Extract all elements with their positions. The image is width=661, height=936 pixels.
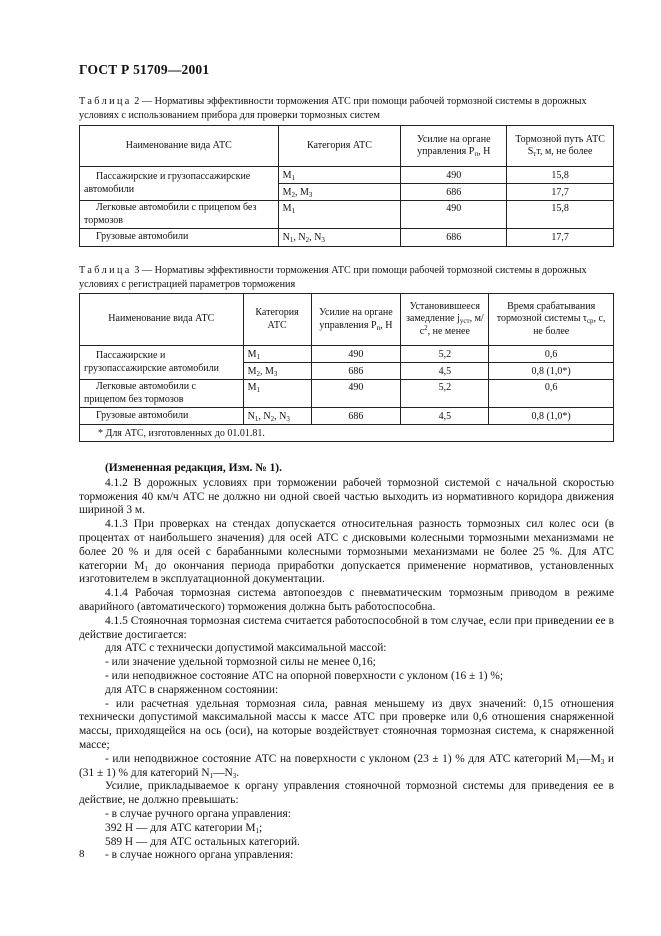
list-line: - в случае ножного органа управления:: [105, 849, 294, 862]
edition-note: (Измененная редакция, Изм. № 1).: [105, 462, 282, 474]
list-line: 392 Н — для АТС категории $M_1$;: [105, 821, 263, 835]
clause-4-1-4: 4.1.4 Рабочая тормозная система автопоездов с пневматическим тормозным приводом в режиме аварийного (автоматического) торможения должна быть работоспособна.: [79, 587, 614, 613]
table3-header-decel: Установившееся замедление $j_{уст}$, $м/с^2$, не менее: [401, 294, 489, 346]
table-row: [80, 167, 614, 184]
table2-header-category: Категория АТС: [278, 126, 401, 167]
table2-header-name: Наименование вида АТС: [80, 126, 279, 167]
table3-row1-cat-a: $M_1$: [243, 346, 311, 363]
table3-row1-decel-b: 4,5: [401, 363, 489, 380]
table2-header-row: [80, 126, 614, 167]
list-line: - в случае ручного органа управления:: [105, 807, 291, 820]
table3-row2-force: 490: [311, 380, 401, 408]
clause-4-1-5: 4.1.5 Стояночная тормозная система считается работоспособной в том случае, если при приведении ее в действие достигается:: [79, 614, 614, 641]
clause-4-1-3: 4.1.3 При проверках на стендах допускается относительная разность тормозных сил колес оси (в процентах от наибольшего значения) для осей АТС с дисковыми колесными тормозными механизмами не более 20 % и для осей с барабанными колесными тормозными механизмами не более 25 %. Для АТС категории $M_1$ до окончания периода приработки допускается применение нормативов, установленных изготовителем в эксплуатационной документации.: [79, 518, 615, 586]
table2-row1-cat-a: $M_1$: [278, 167, 401, 184]
table3-row2-cat: $M_1$: [243, 380, 311, 408]
document-header: ГОСТ Р 51709—2001: [79, 62, 210, 77]
table3-row2-name: Легковые автомобили с прицепом без тормозов: [80, 380, 244, 408]
table2-caption-label: Таблица: [79, 96, 132, 107]
table2-caption: [79, 95, 610, 122]
table2-header-force: Усилие на органе управления $P_п$, Н: [401, 126, 507, 167]
table3-row2-time: 0,6: [489, 380, 614, 408]
table3-footnote-row: [80, 425, 614, 442]
table3-row3-time: 0,8 (1,0*): [489, 408, 614, 425]
page-number: 8: [79, 848, 85, 860]
list-line: - или значение удельной тормозной силы не менее 0,16;: [105, 656, 376, 669]
table-row: [80, 229, 614, 247]
table3-row1-force-a: 490: [311, 346, 401, 363]
table3-row3-decel: 4,5: [401, 408, 489, 425]
table3-header-time: Время срабатывания тормозной системы $\tau_{ср}$, с, не более: [489, 294, 614, 346]
table3: [79, 293, 614, 442]
table2-row2-name: Легковые автомобили с прицепом без тормозов: [80, 201, 279, 229]
table3-header-category: Категория АТС: [243, 294, 311, 346]
table3-row1-name: Пассажирские и грузопассажирские автомобили: [80, 346, 244, 380]
table2-row3-cat: $N_1$, $N_2$, $N_3$: [278, 229, 401, 247]
table2-row3-name: Грузовые автомобили: [80, 229, 279, 247]
table3-header-name: Наименование вида АТС: [80, 294, 244, 346]
clause-4-1-2: 4.1.2 В дорожных условиях при торможении рабочей тормозной системой с начальной скоростью торможения 40 км/ч АТС не должно ни одной своей частью выходить из нормативного коридора движения шириной 3 м.: [79, 476, 614, 517]
table2-row2-force: 490: [401, 201, 507, 229]
list-line: для АТС в снаряженном состоянии:: [105, 683, 279, 696]
table3-caption-label: Таблица: [79, 265, 132, 276]
table3-row1-cat-b: $M_2$, $M_3$: [243, 363, 311, 380]
table2-header-distance: Тормозной путь АТС $S_тт$, м, не более: [507, 126, 614, 167]
table2-row3-dist: 17,7: [507, 229, 614, 247]
table2: [79, 125, 614, 247]
list-line: - или неподвижное состояние АТС на опорной поверхности с уклоном (16 ± 1) %;: [105, 669, 504, 682]
list-line: 589 Н — для АТС остальных категорий.: [105, 835, 300, 848]
table2-caption-text: 2 — Нормативы эффективности торможения АТС при помощи рабочей тормозной системы в дорожных условиях с использованием прибора для проверки тормозных систем: [79, 96, 587, 121]
table2-row2-dist: 15,8: [507, 201, 614, 229]
table2-row3-force: 686: [401, 229, 507, 247]
table3-header-force: Усилие на органе управления $P_п$, Н: [311, 294, 401, 346]
table2-row1-cat-b: $M_2$, $M_3$: [278, 184, 401, 201]
table-row: [80, 346, 614, 363]
table3-row1-force-b: 686: [311, 363, 401, 380]
list-line: Усилие, прикладываемое к органу управления стояночной тормозной системы для приведения ее в действие, не должно превышать:: [79, 780, 614, 807]
table3-row1-time-a: 0,6: [489, 346, 614, 363]
table2-row1-force-a: 490: [401, 167, 507, 184]
table3-caption: [79, 264, 610, 291]
table2-row1-force-b: 686: [401, 184, 507, 201]
table3-footnote: * Для АТС, изготовленных до 01.01.81.: [80, 425, 614, 442]
list-line: - или расчетная удельная тормозная сила, равная меньшему из двух значений: 0,15 отношения технически допустимой максимальной массы к массе АТС при проверке или 0,6 отношения снаряженной массы, приходящейся на ось (оси), на которые воздействует стояночная тормозная система, к снаряженной массе;: [79, 697, 614, 751]
table3-header-row: [80, 294, 614, 346]
list-line: - или неподвижное состояние АТС на поверхности с уклоном (23 ± 1) % для АТС категорий $M_1—M_3$ и (31 ± 1) % для категорий $N_1—N_3$.: [79, 752, 614, 780]
table-row: [80, 201, 614, 229]
table2-row1-dist-a: 15,8: [507, 167, 614, 184]
table3-row3-force: 686: [311, 408, 401, 425]
table-row: [80, 380, 614, 408]
table3-row3-name: Грузовые автомобили: [80, 408, 244, 425]
body-text: [79, 462, 614, 863]
table3-row1-decel-a: 5,2: [401, 346, 489, 363]
table3-row2-decel: 5,2: [401, 380, 489, 408]
table2-row1-dist-b: 17,7: [507, 184, 614, 201]
table2-row2-cat: $M_1$: [278, 201, 401, 229]
list-line: для АТС с технически допустимой максимальной массой:: [105, 642, 387, 655]
table3-caption-text: 3 — Нормативы эффективности торможения АТС при помощи рабочей тормозной системы в дорожных условиях с регистрацией параметров торможения: [79, 265, 587, 290]
table3-row3-cat: $N_1$, $N_2$, $N_3$: [243, 408, 311, 425]
table3-row1-time-b: 0,8 (1,0*): [489, 363, 614, 380]
table2-row1-name: Пассажирские и грузопассажирские автомобили: [80, 167, 279, 201]
table-row: [80, 408, 614, 425]
